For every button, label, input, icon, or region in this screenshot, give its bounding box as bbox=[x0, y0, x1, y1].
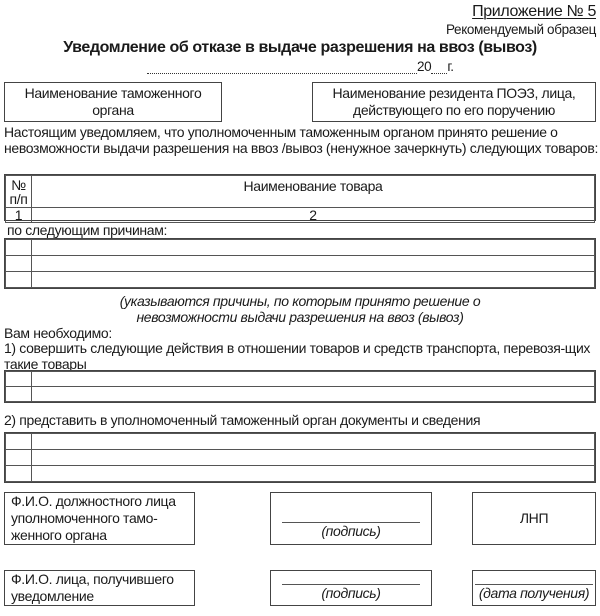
action-row[interactable] bbox=[6, 372, 595, 387]
reasons-table bbox=[4, 238, 596, 289]
receipt-date-box[interactable] bbox=[472, 570, 596, 606]
document-number-cell[interactable] bbox=[6, 434, 32, 450]
document-text-cell[interactable] bbox=[32, 466, 595, 482]
reason-number-cell[interactable] bbox=[6, 272, 32, 288]
resident-box[interactable] bbox=[312, 82, 596, 122]
reasons-label: по следующим причинам: bbox=[7, 222, 168, 238]
action-number-cell[interactable] bbox=[6, 387, 32, 402]
numbering-col-1: 1 bbox=[6, 208, 32, 223]
goods-numbering-row bbox=[6, 208, 595, 223]
header-goods-name: Наименование товара bbox=[32, 176, 595, 208]
resident-label: Наименование резидента ПОЭЗ, лица, действующего по его поручению bbox=[332, 85, 576, 118]
document-row[interactable] bbox=[6, 466, 595, 482]
customs-body-box[interactable] bbox=[4, 82, 222, 122]
action-row[interactable] bbox=[6, 387, 595, 402]
reason-row[interactable] bbox=[6, 240, 595, 256]
document-number-cell[interactable] bbox=[6, 450, 32, 466]
official-signature-box[interactable] bbox=[270, 492, 432, 545]
action-text-cell[interactable] bbox=[32, 387, 595, 402]
recipient-name-label: Ф.И.О. лица, получившего уведомление bbox=[11, 571, 174, 604]
stamp-label: ЛНП bbox=[519, 510, 549, 526]
numbering-col-2: 2 bbox=[32, 208, 595, 223]
document-row[interactable] bbox=[6, 450, 595, 466]
document-row[interactable] bbox=[6, 434, 595, 450]
action-number-cell[interactable] bbox=[6, 372, 32, 387]
reason-number-cell[interactable] bbox=[6, 240, 32, 256]
recipient-signature-box[interactable] bbox=[270, 570, 432, 606]
sample-note: Рекомендуемый образец bbox=[445, 22, 596, 37]
reason-text-cell[interactable] bbox=[32, 272, 595, 288]
document-text-cell[interactable] bbox=[32, 434, 595, 450]
recipient-name-box[interactable] bbox=[4, 570, 195, 606]
customs-body-label: Наименование таможенного органа bbox=[24, 85, 202, 118]
actions-table bbox=[4, 370, 596, 403]
reason-row[interactable] bbox=[6, 272, 595, 288]
official-signature-caption: (подпись) bbox=[321, 523, 381, 539]
date-year-field[interactable] bbox=[431, 61, 447, 74]
requirements-intro: Вам необходимо: bbox=[4, 325, 112, 341]
intro-paragraph: Настоящим уведомляем, что уполномоченным таможенным органом принято решение о невозможности выдачи разрешения на ввоз /вывоз (ненужное зачеркнуть) следующих товаров: bbox=[4, 124, 598, 156]
date-year-suffix: г. bbox=[447, 59, 454, 74]
official-name-box[interactable] bbox=[4, 492, 195, 545]
requirement-2-text: 2) представить в уполномоченный таможенный орган документы и сведения bbox=[4, 412, 481, 428]
official-name-label: Ф.И.О. должностного лица уполномоченного тамо-женного органа bbox=[11, 493, 176, 543]
appendix-number: Приложение № 5 bbox=[472, 3, 596, 20]
header-number: № п/п bbox=[6, 176, 32, 208]
goods-table-header bbox=[6, 176, 595, 208]
reason-row[interactable] bbox=[6, 256, 595, 272]
action-text-cell[interactable] bbox=[32, 372, 595, 387]
document-number-cell[interactable] bbox=[6, 466, 32, 482]
reason-text-cell[interactable] bbox=[32, 240, 595, 256]
recipient-signature-caption: (подпись) bbox=[321, 585, 381, 601]
date-year-prefix: 20 bbox=[417, 59, 432, 74]
document-title: Уведомление об отказе в выдаче разрешения на ввоз (вывоз) bbox=[63, 39, 537, 56]
goods-table bbox=[4, 174, 596, 221]
requirement-1-text: 1) совершить следующие действия в отношении товаров и средств транспорта, перевозя-щих такие товары bbox=[4, 340, 591, 372]
reason-number-cell[interactable] bbox=[6, 256, 32, 272]
reasons-note: (указываются причины, по которым принято решение о невозможности выдачи разрешения на ввоз (вывоз) bbox=[119, 293, 481, 325]
stamp-box bbox=[472, 492, 596, 545]
date-line bbox=[147, 59, 454, 74]
receipt-date-caption: (дата получения) bbox=[478, 585, 590, 601]
date-day-month-field[interactable] bbox=[147, 61, 417, 74]
document-text-cell[interactable] bbox=[32, 450, 595, 466]
reason-text-cell[interactable] bbox=[32, 256, 595, 272]
documents-table bbox=[4, 432, 596, 483]
